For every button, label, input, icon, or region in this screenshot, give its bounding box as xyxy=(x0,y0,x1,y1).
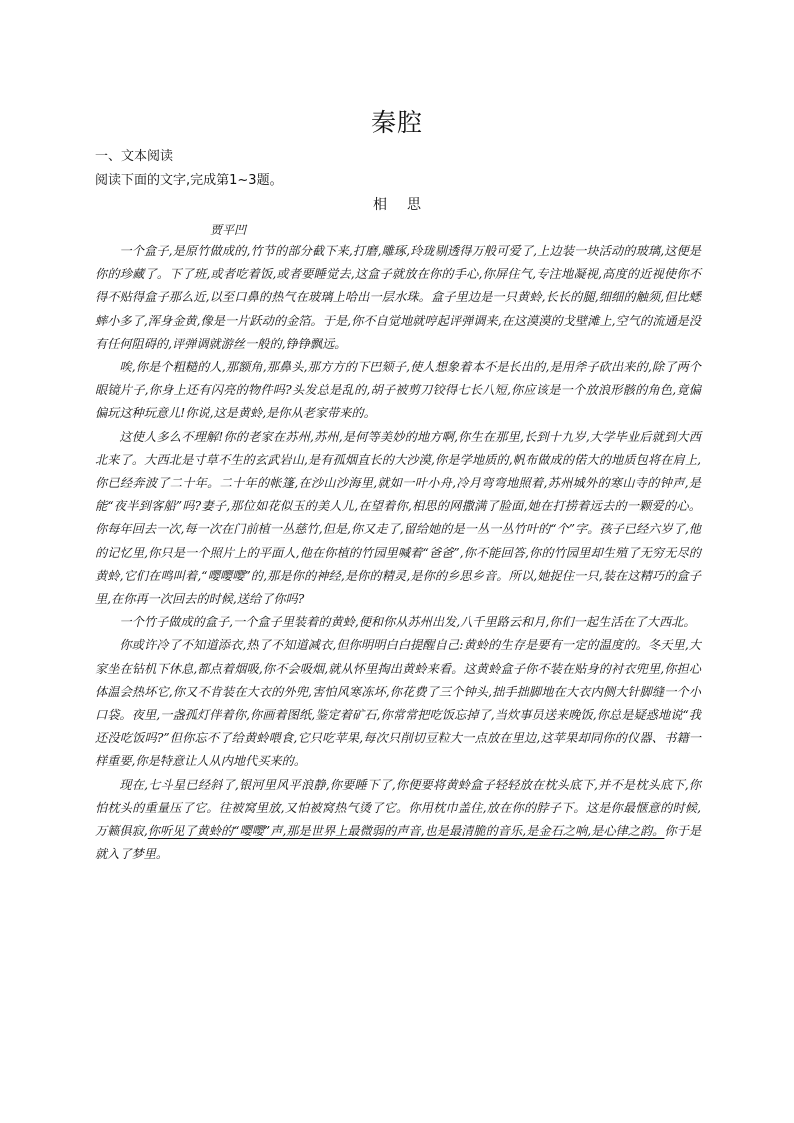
paragraph-6 xyxy=(95,774,701,867)
reading-instruction: 阅读下面的文字,完成第1~3题。 xyxy=(95,173,283,188)
paragraph-6-lead: 现在,七斗星已经斜了,银河里风平浪静,你要睡下了,你便要将黄蛉盒子轻轻放在枕头底下,并不是枕头底下,你怕枕头的重量压了它。往被窝里放,又怕被窝热气烫了它。你用枕巾盖住,放在你的脖子下。这是你最惬意的时候,万籁俱寂, xyxy=(95,777,701,839)
underlined-passage: 你听见了黄蛉的“嘤嘤”声,那是世界上最微弱的声音,也是最清脆的音乐,是金石之响,是心律之韵。 xyxy=(147,824,665,839)
paragraph-6-tail: 你于是就入了梦里。 xyxy=(95,824,702,862)
paragraph-3: 这使人多么不理解!你的老家在苏州,苏州,是何等美妙的地方啊,你生在那里,长到十九岁,大学毕业后就到大西北来了。大西北是寸草不生的玄武岩山,是有孤烟直长的大沙漠,你是学地质的,帆布做成的偌大的地质包将在肩上,你已经奔波了二十年。二十年的帐篷,在沙山沙海里,就如一叶小舟,冷月弯弯地照着,苏州城外的寒山寺的钟声,是能“夜半到客船”吗?妻子,那位如花似玉的美人儿,在望着你,相思的网撒满了脸面,她在打捞着远去的一颗爱的心。你每年回去一次,每一次在门前植一丛慈竹,但是,你又走了,留给她的是一丛一丛竹叶的“个”字。孩子已经六岁了,他的记忆里,你只是一个照片上的平面人,他在你植的竹园里喊着“爸爸”,你不能回答,你的竹园里却生殖了无穷无尽的黄蛉,它们在鸣叫着,“嘤嘤嘤”的,那是你的神经,是你的精灵,是你的乡思乡音。所以,她捉住一只,装在这精巧的盒子里,在你再一次回去的时候,送给了你吗? xyxy=(95,429,701,607)
story-author: 贾平凹 xyxy=(210,223,247,237)
story-title: 相思 xyxy=(373,197,441,213)
paragraph-2: 唉,你是个粗糙的人,那额角,那鼻头,那方方的下巴颏子,使人想象着本不是长出的,是用斧子砍出来的,除了两个眼镜片子,你身上还有闪亮的物件吗?头发总是乱的,胡子被剪刀铰得七长八短,你应该是一个放浪形骸的角色,竟偏偏玩这种玩意儿!你说,这是黄蛉,是你从老家带来的。 xyxy=(95,360,701,421)
page-title: 秦腔 xyxy=(370,108,423,137)
story-body xyxy=(95,240,701,866)
paragraph-4: 一个竹子做成的盒子,一个盒子里装着的黄蛉,便和你从苏州出发,八千里路云和月,你们一起生活在了大西北。 xyxy=(119,615,696,630)
section-heading: 一、文本阅读 xyxy=(95,149,174,164)
paragraph-1: 一个盒子,是原竹做成的,竹节的部分截下来,打磨,雕琢,玲珑剔透得万般可爱了,上边装一块活动的玻璃,这便是你的珍藏了。下了班,或者吃着饭,或者要睡觉去,这盒子就放在你的手心,你屏住气,专注地凝视,高度的近视使你不得不贴得盒子那么近,以至口鼻的热气在玻璃上哈出一层水珠。盒子里边是一只黄蛉,长长的腿,细细的触须,但比蟋蟀小多了,浑身金黄,像是一片跃动的金箔。于是,你不自觉地就哼起评弹调来,在这漠漠的戈壁滩上,空气的流通是没有任何阻碍的,评弹调就游丝一般的,铮铮飘远。 xyxy=(95,244,701,351)
paragraph-5: 你或许冷了不知道添衣,热了不知道减衣,但你明明白白提醒自己:黄蛉的生存是要有一定的温度的。冬天里,大家坐在钻机下休息,都点着烟吸,你不会吸烟,就从怀里掏出黄蛉来看。这黄蛉盒子你不装在贴身的衬衣兜里,你担心体温会热坏它,你又不肯装在大衣的外兜,害怕风寒冻坏,你花费了三个钟头,拙手拙脚地在大衣内侧大针脚缝一个小口袋。夜里,一盏孤灯伴着你,你画着图纸,鉴定着矿石,你常常把吃饭忘掉了,当炊事员送来晚饭,你总是疑惑地说“我还没吃饭吗?”但你忘不了给黄蛉喂食,它只吃苹果,每次只削切豆粒大一点放在里边,这苹果却同你的仪器、书籍一样重要,你是特意让人从内地代买来的。 xyxy=(95,638,701,769)
